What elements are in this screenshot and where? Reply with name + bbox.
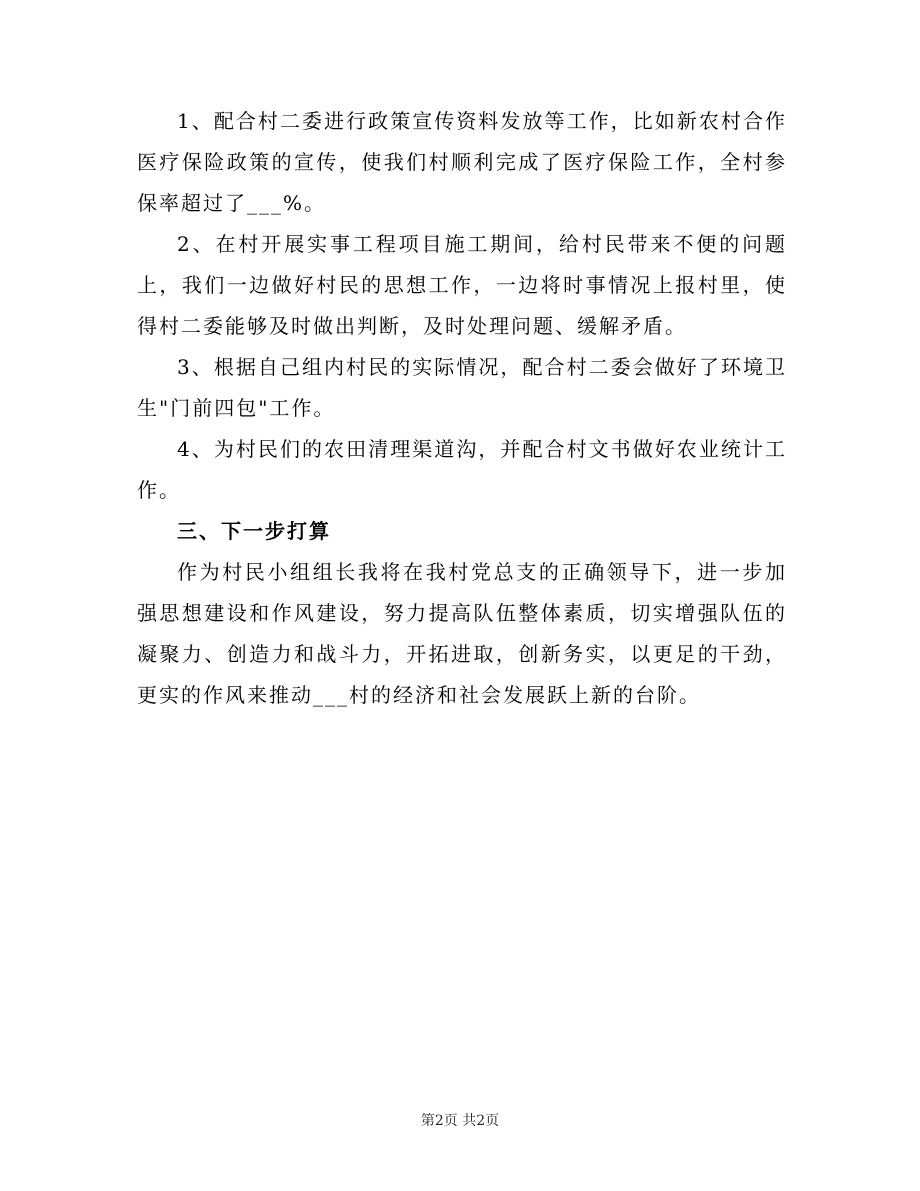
paragraph-item-4: 4、为村民们的农田清理渠道沟，并配合村文书做好农业统计工作。	[137, 437, 787, 502]
closing-paragraph: 作为村民小组组长我将在我村党总支的正确领导下，进一步加强思想建设和作风建设，努力提高队伍整体素质，切实增强队伍的凝聚力、创造力和战斗力，开拓进取，创新务实，以更足的干劲，更实的作风来推动___村的经济和社会发展跃上新的台阶。	[137, 560, 787, 707]
page-footer: 第2页 共2页	[420, 1113, 500, 1129]
paragraph-item-2: 2、在村开展实事工程项目施工期间，给村民带来不便的问题上，我们一边做好村民的思想工作，一边将时事情况上报村里，使得村二委能够及时做出判断，及时处理问题、缓解矛盾。	[137, 232, 787, 338]
document-body	[137, 101, 787, 716]
section-heading: 三、下一步打算	[177, 519, 331, 543]
paragraph-item-3: 3、根据自己组内村民的实际情况，配合村二委会做好了环境卫生"门前四包"工作。	[137, 355, 787, 420]
paragraph-item-1: 1、配合村二委进行政策宣传资料发放等工作，比如新农村合作医疗保险政策的宣传，使我们村顺利完成了医疗保险工作，全村参保率超过了___%。	[137, 109, 787, 215]
